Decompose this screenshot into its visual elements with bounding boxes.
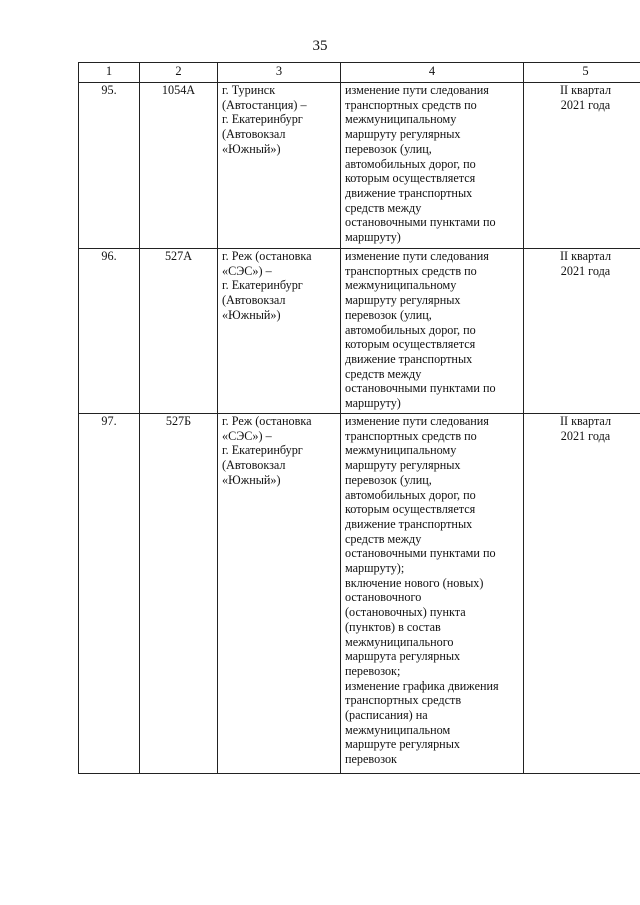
route-code: 527А (140, 249, 218, 414)
route-description (218, 249, 341, 414)
change-line: остановочными пунктами по (345, 381, 496, 396)
column-header-2: 2 (140, 63, 218, 83)
route-line: (Автовокзал (222, 293, 286, 308)
change-line: движение транспортных (345, 351, 473, 366)
change-line: межмуниципальному (345, 443, 457, 458)
term-line: II квартал (559, 414, 612, 428)
change-line: автомобильных дорог, по (345, 487, 476, 502)
route-description (218, 83, 341, 249)
change-line: которым осуществляется (345, 171, 476, 186)
change-line: транспортных средств по (345, 263, 477, 278)
change-line: транспортных средств (345, 693, 462, 708)
change-line: перевозок (улиц, (345, 307, 432, 322)
term-line: 2021 года (560, 97, 611, 112)
change-line: остановочного (345, 590, 422, 605)
term-line: II квартал (559, 83, 612, 97)
column-header-1: 1 (79, 63, 140, 83)
row-number: 95. (79, 83, 140, 249)
table-header-row (79, 63, 640, 83)
change-line: маршрута регулярных (345, 649, 461, 664)
change-line: транспортных средств по (345, 97, 477, 112)
change-line: изменение пути следования (345, 414, 489, 428)
route-line: г. Реж (остановка (222, 249, 312, 263)
change-line: маршруте регулярных (345, 737, 460, 752)
change-line: межмуниципальному (345, 112, 457, 127)
change-line: маршруту регулярных (345, 293, 461, 308)
change-line: остановочными пунктами по (345, 215, 496, 230)
term (524, 249, 640, 414)
term (524, 414, 640, 774)
change-line: изменение пути следования (345, 83, 489, 97)
table-row (79, 83, 640, 249)
change-line: автомобильных дорог, по (345, 322, 476, 337)
term-line: 2021 года (560, 263, 611, 278)
column-header-4: 4 (341, 63, 524, 83)
change-line: остановочными пунктами по (345, 546, 496, 561)
change-line: межмуниципальному (345, 278, 457, 293)
row-number: 96. (79, 249, 140, 414)
change-line: (расписания) на (345, 708, 428, 723)
term (524, 83, 640, 249)
change-line: средств между (345, 366, 422, 381)
route-code: 527Б (140, 414, 218, 774)
change-line: изменение пути следования (345, 249, 489, 263)
route-line: (Автовокзал (222, 458, 286, 473)
route-line: г. Екатеринбург (222, 278, 303, 293)
change-line: изменение графика движения (345, 678, 499, 693)
route-line: (Автовокзал (222, 127, 286, 142)
route-line: г. Туринск (222, 83, 276, 97)
route-line: г. Реж (остановка (222, 414, 312, 428)
change-line: средств между (345, 200, 422, 215)
change-description (341, 249, 524, 414)
term-line: 2021 года (560, 428, 611, 443)
page-number: 35 (312, 38, 328, 54)
change-line: маршруту) (345, 230, 401, 245)
routes-table (78, 62, 640, 774)
route-line: (Автостанция) – (222, 97, 307, 112)
change-line: межмуниципального (345, 634, 454, 649)
change-line: движение транспортных (345, 516, 473, 531)
route-code: 1054А (140, 83, 218, 249)
table-row (79, 414, 640, 774)
change-line: которым осуществляется (345, 502, 476, 517)
change-description (341, 83, 524, 249)
route-line: «Южный») (222, 307, 281, 322)
route-description (218, 414, 341, 774)
change-line: средств между (345, 531, 422, 546)
term-line: II квартал (559, 249, 612, 263)
change-line: которым осуществляется (345, 337, 476, 352)
change-line: маршруту регулярных (345, 458, 461, 473)
route-line: г. Екатеринбург (222, 112, 303, 127)
change-line: маршруту регулярных (345, 127, 461, 142)
route-line: «СЭС») – (222, 263, 272, 278)
change-line: маршруту); (345, 561, 405, 576)
change-line: перевозок; (345, 663, 401, 678)
table-row (79, 249, 640, 414)
change-line: перевозок (улиц, (345, 141, 432, 156)
change-line: перевозок (улиц, (345, 472, 432, 487)
change-line: транспортных средств по (345, 428, 477, 443)
change-line: автомобильных дорог, по (345, 156, 476, 171)
route-line: «Южный») (222, 141, 281, 156)
change-line: маршруту) (345, 396, 401, 411)
column-header-5: 5 (524, 63, 640, 83)
change-line: перевозок (345, 752, 397, 767)
route-line: г. Екатеринбург (222, 443, 303, 458)
column-header-3: 3 (218, 63, 341, 83)
route-line: «СЭС») – (222, 428, 272, 443)
change-description (341, 414, 524, 774)
change-line: включение нового (новых) (345, 575, 484, 590)
change-line: движение транспортных (345, 185, 473, 200)
route-line: «Южный») (222, 472, 281, 487)
change-line: (остановочных) пункта (345, 605, 466, 620)
change-line: (пунктов) в состав (345, 619, 441, 634)
change-line: межмуниципальном (345, 722, 451, 737)
row-number: 97. (79, 414, 140, 774)
